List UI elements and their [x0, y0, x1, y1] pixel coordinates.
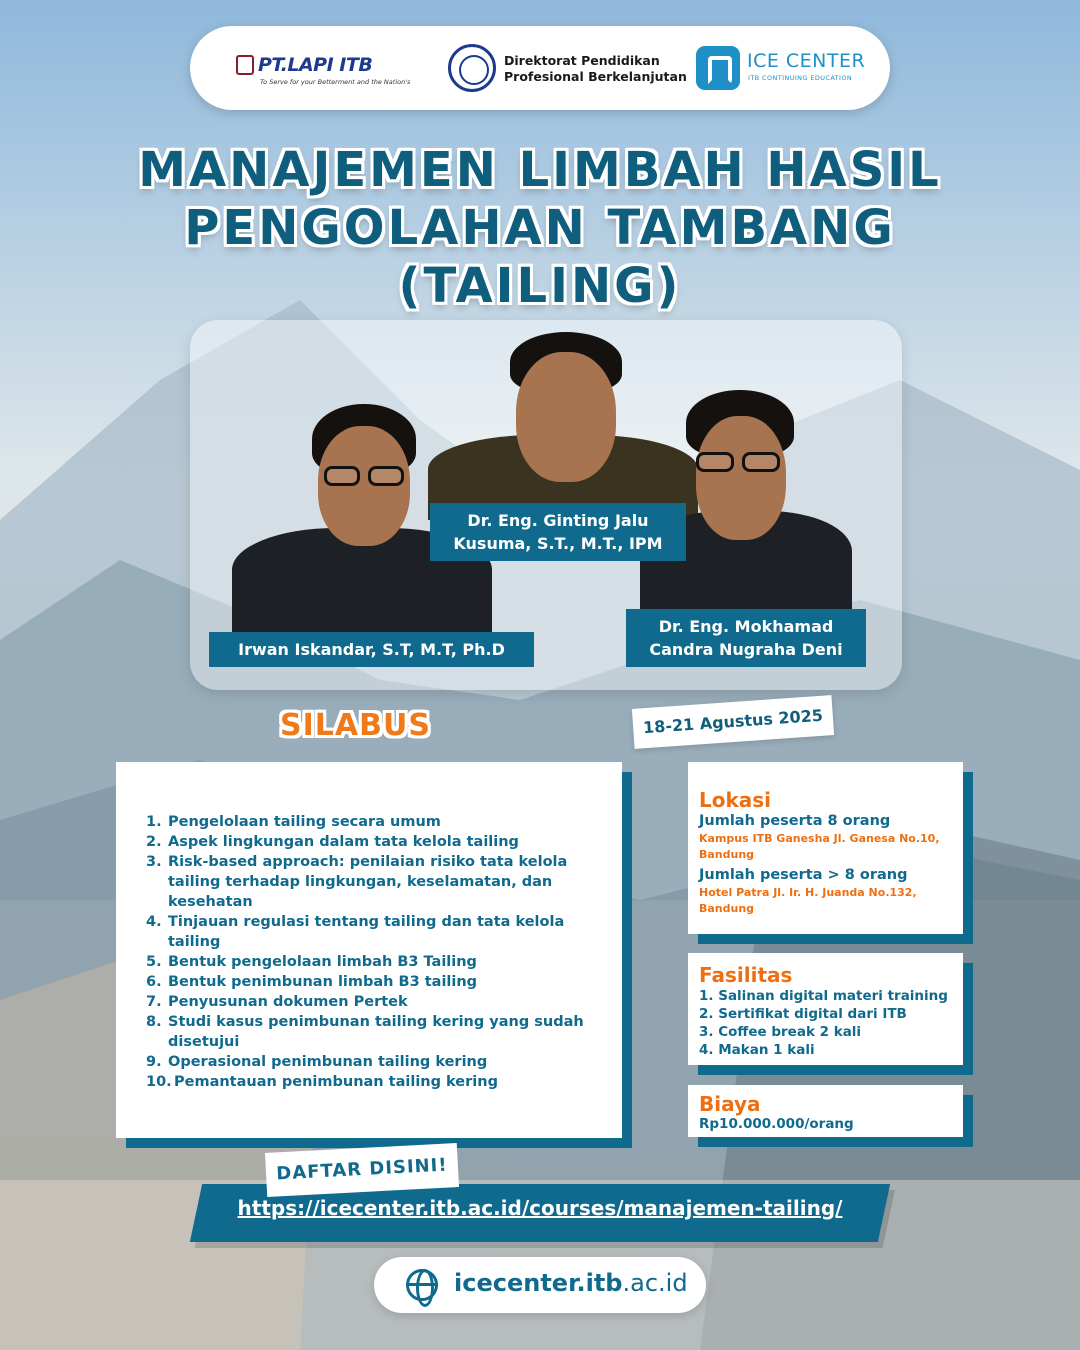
location-option-1-label: Jumlah peserta 8 orang	[699, 813, 891, 829]
page-title-line-2: PENGOLAHAN TAMBANG	[184, 200, 896, 256]
speaker-name-ginting-line-1: Dr. Eng. Ginting Jalu	[467, 511, 649, 530]
university-seal-icon	[448, 44, 496, 92]
registration-link[interactable]: https://icecenter.itb.ac.id/courses/manajemen-tailing/	[237, 1196, 843, 1220]
ice-center-logo-icon	[696, 46, 740, 90]
location-option-2-address: Hotel Patra Jl. Ir. H. Juanda No.132, Bandung	[699, 886, 917, 915]
location-option-2-label: Jumlah peserta > 8 orang	[699, 867, 908, 883]
page-title-line-1: MANAJEMEN LIMBAH HASIL	[138, 142, 942, 198]
fee-amount: Rp10.000.000/orang	[699, 1116, 854, 1132]
fee-card	[688, 1085, 963, 1137]
syllabus-item: 8. Studi kasus penimbunan tailing kering yang sudah disetujui	[146, 1014, 584, 1050]
lapi-tagline: To Serve for your Betterment and the Nation's	[260, 78, 411, 86]
speaker-name-ginting-line-2: Kusuma, S.T., M.T., IPM	[453, 534, 663, 553]
syllabus-item: 10. Pemantauan penimbunan tailing kering	[146, 1074, 498, 1090]
facility-item: 3. Coffee break 2 kali	[699, 1024, 862, 1040]
directorate-name	[504, 53, 687, 85]
location-heading: Lokasi	[699, 788, 772, 812]
syllabus-list	[146, 812, 596, 1092]
syllabus-item: 5. Bentuk pengelolaan limbah B3 Tailing	[146, 954, 477, 970]
facility-item: 4. Makan 1 kali	[699, 1042, 815, 1058]
speaker-name-mokhamad-line-1: Dr. Eng. Mokhamad	[658, 617, 834, 636]
speaker-name-ginting	[430, 503, 686, 561]
event-date-badge: 18-21 Agustus 2025	[632, 695, 834, 749]
syllabus-item: 7. Penyusunan dokumen Pertek	[146, 994, 408, 1010]
lapi-logo-text: PT.LAPI ITB	[258, 54, 373, 76]
ice-center-name: ICE CENTER	[747, 50, 866, 72]
speaker-name-mokhamad-line-2: Candra Nugraha Deni	[649, 640, 843, 659]
facilities-list	[699, 987, 951, 1059]
speaker-name-mokhamad	[626, 609, 866, 667]
syllabus-item: 4. Tinjauan regulasi tentang tailing dan tata kelola tailing	[146, 914, 565, 950]
ice-center-subtitle: ITB CONTINUING EDUCATION	[748, 74, 853, 82]
directorate-line-1: Direktorat Pendidikan	[504, 53, 660, 68]
syllabus-item: 1. Pengelolaan tailing secara umum	[146, 814, 441, 830]
register-cta-label: DAFTAR DISINI!	[265, 1143, 459, 1197]
website-url: icecenter.itb.ac.id	[454, 1269, 688, 1297]
facilities-heading: Fasilitas	[699, 963, 793, 987]
syllabus-heading: SILABUS	[280, 708, 431, 743]
syllabus-item: 2. Aspek lingkungan dalam tata kelola tailing	[146, 834, 519, 850]
globe-icon	[406, 1269, 438, 1301]
lapi-emblem-icon	[236, 55, 254, 75]
facilities-card	[688, 953, 963, 1065]
syllabus-item: 3. Risk-based approach: penilaian risiko tata kelola tailing terhadap lingkungan, keselamatan, dan kesehatan	[146, 854, 568, 910]
location-option-1-address: Kampus ITB Ganesha Jl. Ganesa No.10, Bandung	[699, 832, 940, 861]
lapi-itb-logo	[236, 54, 411, 86]
syllabus-card	[116, 762, 622, 1138]
speaker-name-irwan: Irwan Iskandar, S.T, M.T, Ph.D	[209, 632, 534, 667]
website-pill[interactable]	[374, 1257, 706, 1313]
facility-item: 1. Salinan digital materi training	[699, 988, 948, 1004]
facility-item: 2. Sertifikat digital dari ITB	[699, 1006, 907, 1022]
directorate-line-2: Profesional Berkelanjutan	[504, 69, 687, 84]
page-title-line-3: (TAILING)	[398, 258, 682, 314]
syllabus-item: 6. Bentuk penimbunan limbah B3 tailing	[146, 974, 478, 990]
syllabus-item: 9. Operasional penimbunan tailing kering	[146, 1054, 488, 1070]
fee-heading: Biaya	[699, 1092, 761, 1116]
location-card	[688, 762, 963, 934]
speaker-photo-mokhamad	[640, 388, 852, 612]
header-logo-bar	[190, 26, 890, 110]
